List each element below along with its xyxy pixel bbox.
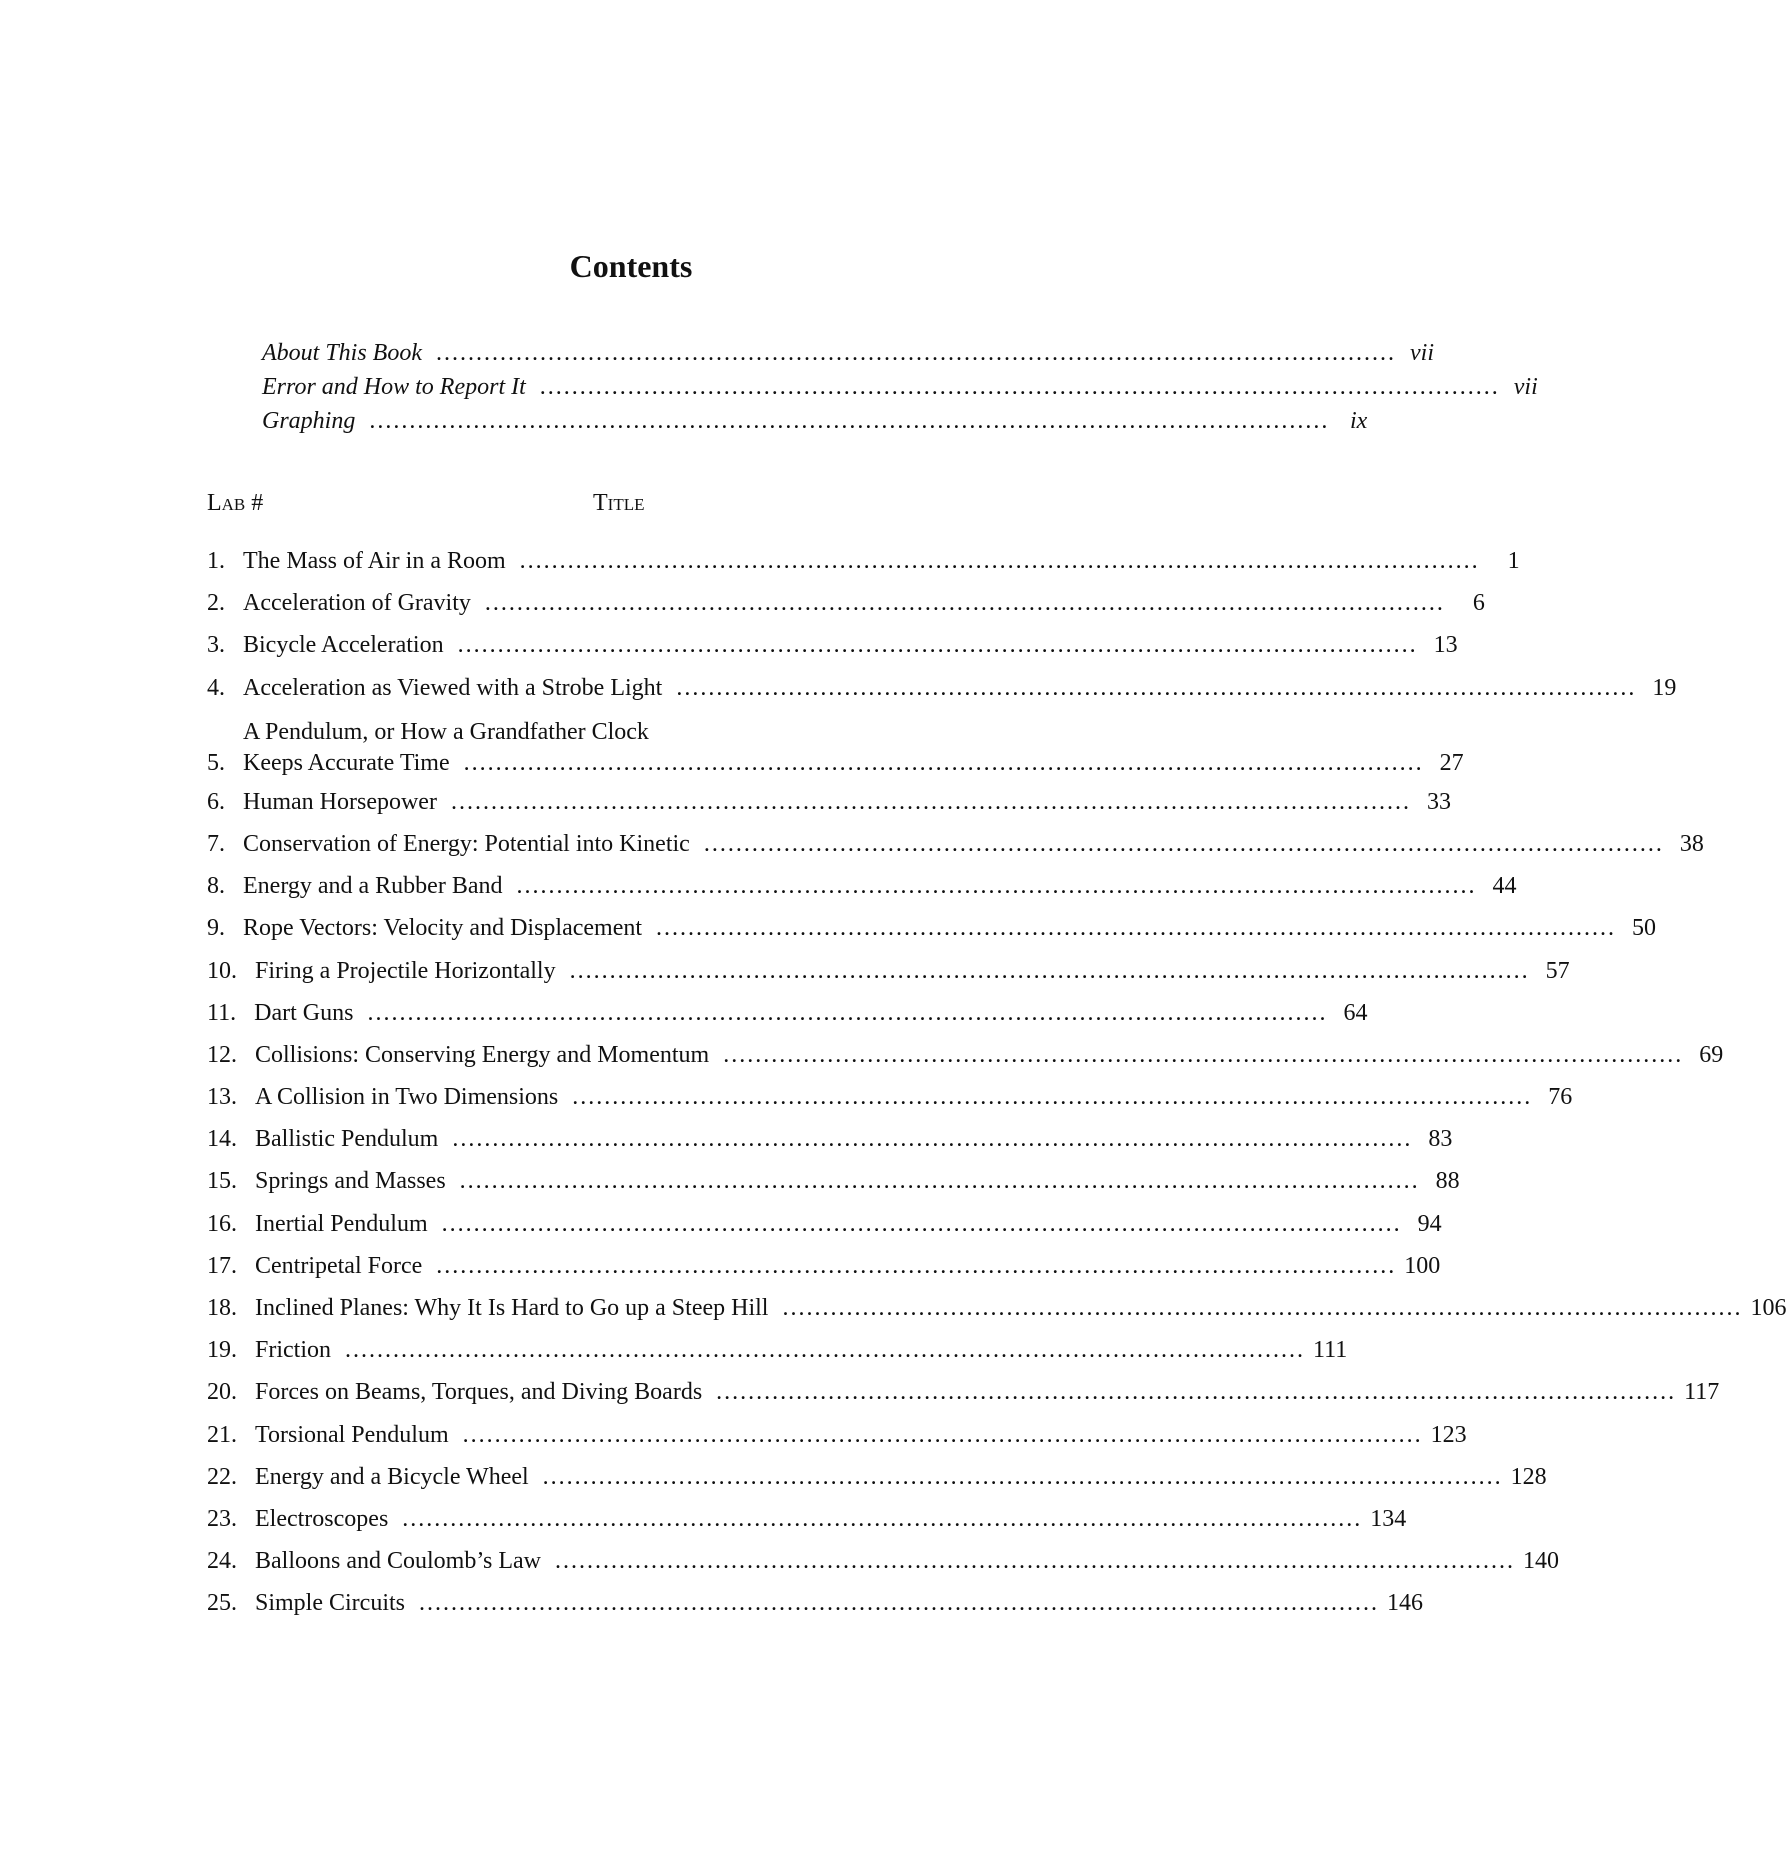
front-matter-item: [262, 374, 1538, 408]
dot-leader: ........................................................................................................................: [345, 1337, 1305, 1364]
lab-entry: [207, 788, 1451, 831]
lab-number: 22.: [207, 1463, 237, 1490]
lab-title: Conservation of Energy: Potential into Kinetic: [243, 830, 690, 857]
lab-page: 13: [1433, 632, 1458, 659]
lab-number: 23.: [207, 1505, 237, 1532]
front-matter-page: vii: [1513, 374, 1538, 400]
dot-leader: ........................................................................................................................: [723, 1041, 1684, 1068]
lab-entry: [207, 1421, 1467, 1464]
lab-number: 13.: [207, 1084, 237, 1111]
lab-page: 111: [1313, 1337, 1348, 1364]
lab-entry: [207, 915, 1657, 957]
lab-page: 57: [1545, 957, 1570, 984]
lab-number: 5.: [207, 749, 225, 776]
lab-page: 128: [1510, 1463, 1547, 1490]
dot-leader: ........................................................................................................................: [569, 957, 1530, 984]
dot-leader: ........................................................................................................................: [457, 632, 1418, 659]
front-matter-label: About This Book: [262, 340, 422, 366]
lab-number: 24.: [207, 1548, 237, 1575]
lab-page: 64: [1343, 999, 1368, 1026]
lab-page: 140: [1522, 1548, 1559, 1575]
lab-page: 134: [1370, 1505, 1407, 1532]
lab-number: 2.: [207, 590, 225, 617]
dot-leader: ........................................................................................................................: [782, 1295, 1743, 1321]
dot-leader: ........................................................................................................................: [441, 1210, 1402, 1237]
dot-leader: ........................................................................................................................: [436, 1252, 1397, 1279]
lab-title: Energy and a Bicycle Wheel: [255, 1463, 529, 1490]
lab-number: 15.: [207, 1168, 237, 1195]
lab-number: 9.: [207, 915, 225, 942]
lab-page: 117: [1684, 1379, 1720, 1406]
title-heading: Title: [593, 490, 645, 516]
lab-title: Bicycle Acceleration: [243, 632, 444, 659]
lab-number-heading: Lab #: [207, 490, 264, 516]
lab-entry: [207, 1210, 1442, 1253]
lab-entry: [207, 674, 1677, 717]
lab-page: 100: [1404, 1252, 1441, 1279]
lab-number: 16.: [207, 1210, 237, 1237]
dot-leader: ........................................................................................................................: [539, 374, 1500, 400]
lab-number: 14.: [207, 1126, 237, 1153]
lab-title: A Collision in Two Dimensions: [255, 1084, 559, 1111]
lab-page: 33: [1426, 788, 1451, 815]
dot-leader: ........................................................................................................................: [572, 1084, 1533, 1111]
dot-leader: ........................................................................................................................: [452, 1126, 1413, 1153]
lab-title: Inertial Pendulum: [255, 1210, 428, 1237]
lab-entry: [207, 1337, 1348, 1379]
lab-page: 27: [1439, 749, 1464, 776]
lab-page: 88: [1435, 1168, 1460, 1195]
dot-leader: ........................................................................................................................: [367, 999, 1328, 1026]
front-matter-item: [262, 408, 1368, 442]
lab-title: Electroscopes: [255, 1505, 389, 1532]
dot-leader: ........................................................................................................................: [542, 1463, 1503, 1490]
dot-leader: ........................................................................................................................: [450, 788, 1411, 815]
lab-title: Simple Circuits: [255, 1590, 405, 1617]
lab-title: Collisions: Conserving Energy and Momentum: [255, 1041, 710, 1068]
lab-title: Dart Guns: [254, 999, 354, 1026]
dot-leader: ........................................................................................................................: [459, 1168, 1420, 1195]
lab-title: Centripetal Force: [255, 1252, 423, 1279]
lab-number: 8.: [207, 873, 225, 900]
lab-title: Ballistic Pendulum: [255, 1126, 439, 1153]
lab-title-continued: Keeps Accurate Time: [243, 749, 450, 776]
lab-number: 18.: [207, 1295, 237, 1321]
lab-entry: [207, 830, 1704, 873]
lab-number: 12.: [207, 1041, 237, 1068]
lab-title: Rope Vectors: Velocity and Displacement: [243, 915, 643, 942]
lab-number: 7.: [207, 830, 225, 857]
lab-number: 21.: [207, 1421, 237, 1448]
lab-title: Torsional Pendulum: [255, 1421, 449, 1448]
lab-entry: [207, 1379, 1720, 1421]
front-matter-page: vii: [1410, 340, 1434, 366]
lab-page: 83: [1428, 1126, 1453, 1153]
lab-entry: [207, 1126, 1453, 1168]
lab-title: Balloons and Coulomb’s Law: [255, 1548, 541, 1575]
lab-page: 44: [1492, 873, 1517, 900]
lab-title: The Mass of Air in a Room: [243, 548, 506, 574]
lab-number: 19.: [207, 1337, 237, 1364]
lab-title: Springs and Masses: [255, 1168, 446, 1195]
dot-leader: ........................................................................................................................: [402, 1505, 1363, 1532]
lab-number: 11.: [207, 999, 237, 1026]
lab-title: Human Horsepower: [243, 788, 437, 815]
lab-number: 4.: [207, 674, 225, 701]
page-title: Contents: [569, 248, 693, 284]
dot-leader: ........................................................................................................................: [703, 830, 1664, 857]
lab-page: 69: [1699, 1041, 1724, 1068]
lab-title: Firing a Projectile Horizontally: [255, 957, 556, 984]
lab-entry: [207, 873, 1517, 915]
lab-title: Acceleration of Gravity: [243, 590, 471, 617]
lab-page: 106: [1750, 1295, 1786, 1321]
lab-number: 6.: [207, 788, 225, 815]
lab-entry: [207, 1252, 1441, 1295]
lab-number: 1.: [207, 548, 225, 574]
dot-leader: ........................................................................................................................: [436, 340, 1396, 366]
front-matter-page: ix: [1350, 408, 1368, 434]
lab-entry: [207, 548, 1520, 590]
lab-page: 146: [1387, 1590, 1423, 1617]
lab-page: 38: [1679, 830, 1704, 857]
lab-entry: [207, 590, 1485, 632]
lab-entry: [207, 717, 1464, 789]
lab-number: 3.: [207, 632, 225, 659]
lab-list: [207, 548, 1786, 1633]
lab-title: A Pendulum, or How a Grandfather Clock: [243, 718, 649, 745]
lab-entry: [207, 1463, 1547, 1506]
front-matter-label: Graphing: [262, 408, 356, 434]
lab-entry: [207, 1295, 1786, 1337]
lab-entry: [207, 1505, 1407, 1548]
lab-page: 76: [1548, 1084, 1573, 1111]
lab-entry: [207, 1590, 1423, 1632]
lab-page: 6: [1472, 590, 1485, 617]
lab-title: Forces on Beams, Torques, and Diving Boards: [255, 1379, 703, 1406]
lab-number: 17.: [207, 1252, 237, 1279]
dot-leader: ........................................................................................................................: [463, 749, 1424, 776]
lab-entry: [207, 957, 1570, 1000]
dot-leader: ........................................................................................................................: [554, 1548, 1515, 1575]
lab-entry: [207, 1084, 1573, 1126]
lab-page: 94: [1417, 1210, 1442, 1237]
dot-leader: ........................................................................................................................: [516, 873, 1477, 900]
lab-entry: [207, 1041, 1724, 1084]
front-matter-label: Error and How to Report It: [262, 374, 526, 400]
front-matter-item: [262, 340, 1434, 374]
dot-leader: ........................................................................................................................: [419, 1590, 1379, 1617]
dot-leader: ........................................................................................................................: [519, 548, 1480, 574]
lab-page: 50: [1632, 915, 1657, 942]
lab-entry: [207, 1168, 1460, 1210]
dot-leader: ........................................................................................................................: [716, 1379, 1677, 1406]
lab-entry: [207, 999, 1368, 1042]
lab-title: Acceleration as Viewed with a Strobe Light: [243, 674, 663, 701]
lab-page: 1: [1507, 548, 1520, 574]
lab-page: 19: [1652, 674, 1677, 701]
dot-leader: ........................................................................................................................: [462, 1421, 1423, 1448]
lab-entry: [207, 1548, 1559, 1590]
dot-leader: ........................................................................................................................: [656, 915, 1617, 942]
dot-leader: ........................................................................................................................: [369, 408, 1330, 434]
dot-leader: ........................................................................................................................: [484, 590, 1445, 617]
lab-number: 10.: [207, 957, 237, 984]
lab-title: Inclined Planes: Why It Is Hard to Go up a Steep Hill: [255, 1295, 769, 1321]
lab-number: 20.: [207, 1379, 237, 1406]
lab-page: 123: [1430, 1421, 1467, 1448]
front-matter-list: [262, 340, 1538, 442]
lab-title: Friction: [255, 1337, 331, 1364]
dot-leader: ........................................................................................................................: [676, 674, 1637, 701]
lab-entry: [207, 632, 1458, 674]
lab-title: Energy and a Rubber Band: [243, 873, 503, 900]
lab-number: 25.: [207, 1590, 237, 1617]
